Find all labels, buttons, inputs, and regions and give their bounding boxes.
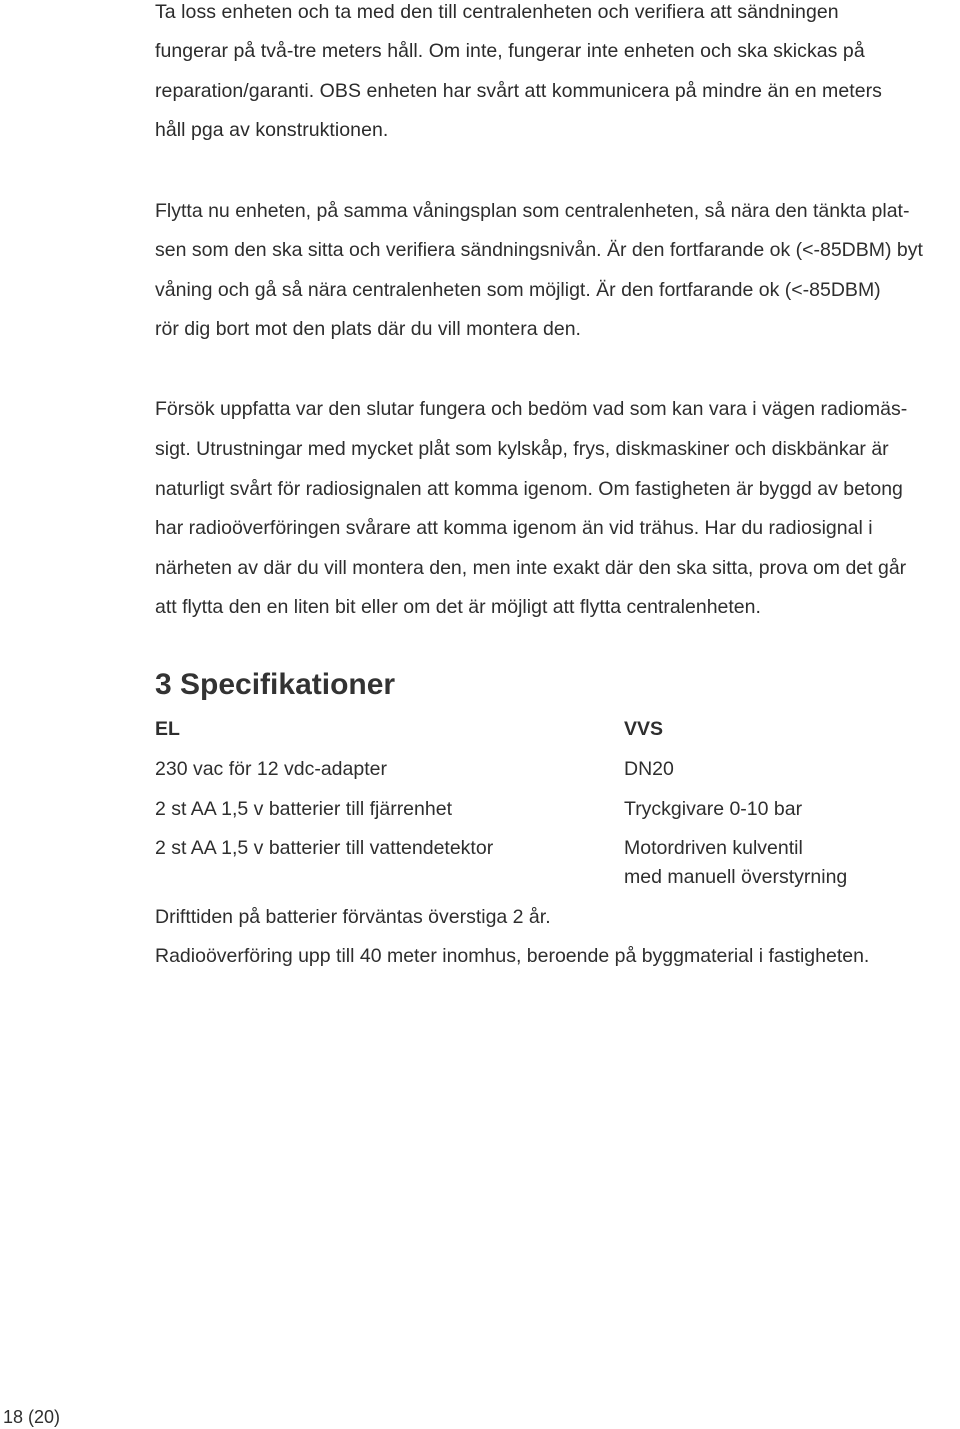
el-column-title: EL xyxy=(155,718,180,740)
paragraph3-line-5: närheten av där du vill montera den, men inte exakt där den ska sitta, prova om det går xyxy=(155,557,907,579)
paragraph2-line-4: rör dig bort mot den plats där du vill montera den. xyxy=(155,318,581,340)
intro-line-2: fungerar på två-tre meters håll. Om inte, fungerar inte enheten och ska skickas på xyxy=(155,40,865,62)
intro-line-1: Ta loss enheten och ta med den till centralenheten och verifiera att sändningen xyxy=(155,1,839,23)
vvs-column-title: VVS xyxy=(624,718,664,740)
paragraph2-line-2: sen som den ska sitta och verifiera sändningsnivån. Är den fortfarande ok (<-85DBM) byt xyxy=(155,239,923,261)
el-spec-item: 2 st AA 1,5 v batterier till fjärrenhet xyxy=(155,798,452,820)
paragraph3-line-3: naturligt svårt för radiosignalen att komma igenom. Om fastigheten är byggd av betong xyxy=(155,478,903,500)
intro-line-3: reparation/garanti. OBS enheten har svårt att kommunicera på mindre än en meters xyxy=(155,80,882,102)
section-heading: 3 Specifikationer xyxy=(155,668,396,701)
radio-range-note: Radioöverföring upp till 40 meter inomhus, beroende på byggmaterial i fastigheten. xyxy=(155,945,870,967)
paragraph3-line-4: har radioöverföringen svårare att komma igenom än vid trähus. Har du radiosignal i xyxy=(155,517,873,539)
vvs-spec-item: Tryckgivare 0-10 bar xyxy=(624,798,803,820)
paragraph2-line-1: Flytta nu enheten, på samma våningsplan som centralenheten, så nära den tänkta plat- xyxy=(155,200,910,222)
paragraph2-line-3: våning och gå så nära centralenheten som möjligt. Är den fortfarande ok (<-85DBM) xyxy=(155,279,881,301)
paragraph3-line-2: sigt. Utrustningar med mycket plåt som kylskåp, frys, diskmaskiner och diskbänkar är xyxy=(155,438,889,460)
intro-line-4: håll pga av konstruktionen. xyxy=(155,119,389,141)
el-spec-item: 2 st AA 1,5 v batterier till vattendetektor xyxy=(155,837,494,859)
paragraph3-line-1: Försök uppfatta var den slutar fungera och bedöm vad som kan vara i vägen radiomäs- xyxy=(155,398,908,420)
vvs-spec-item: DN20 xyxy=(624,758,674,780)
battery-note: Drifttiden på batterier förväntas överstiga 2 år. xyxy=(155,906,551,928)
el-spec-item: 230 vac för 12 vdc-adapter xyxy=(155,758,387,780)
paragraph3-line-6: att flytta den en liten bit eller om det är möjligt att flytta centralenheten. xyxy=(155,596,761,618)
page-number: 18 (20) xyxy=(3,1407,61,1427)
vvs-spec-item: Motordriven kulventil xyxy=(624,837,803,859)
vvs-spec-item: med manuell överstyrning xyxy=(624,866,848,888)
